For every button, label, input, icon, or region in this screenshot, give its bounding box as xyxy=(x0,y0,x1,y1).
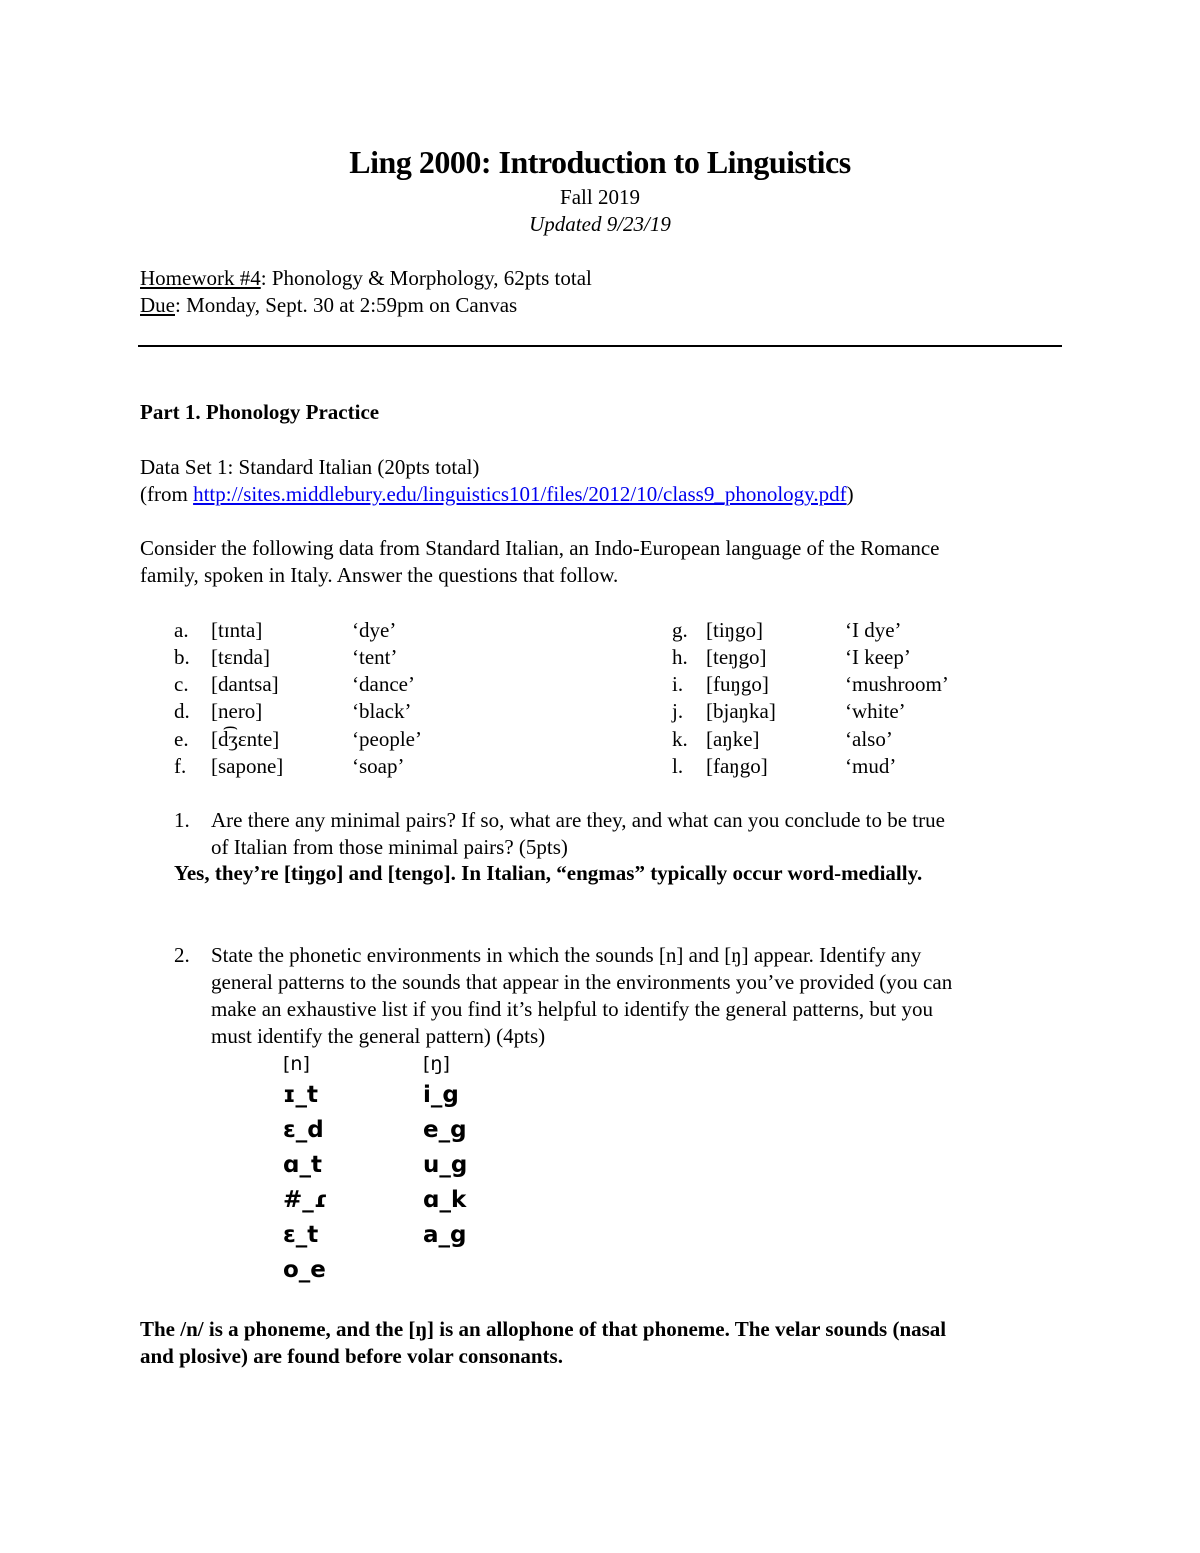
item-label: b. xyxy=(174,645,190,669)
q2-answer-line-2: and plosive) are found before volar consonants. xyxy=(140,1344,563,1368)
item-label: f. xyxy=(174,754,187,778)
item-ipa: [sapone] xyxy=(211,754,284,778)
source-prefix: (from xyxy=(140,482,194,506)
intro-line-2: family, spoken in Italy. Answer the questions that follow. xyxy=(140,563,619,587)
term: Fall 2019 xyxy=(560,185,640,209)
part1-heading: Part 1. Phonology Practice xyxy=(140,400,380,424)
item-ipa: [aŋke] xyxy=(706,727,760,751)
q2-number: 2. xyxy=(174,943,190,967)
source-link[interactable]: http://sites.middlebury.edu/linguistics101/files/2012/10/class9_phonology.pdf xyxy=(193,482,847,506)
item-gloss: ‘black’ xyxy=(352,699,412,723)
due-line xyxy=(140,293,517,318)
col-ng-header: [ŋ] xyxy=(423,1053,450,1075)
item-gloss: ‘mud’ xyxy=(845,754,897,778)
homework-text: : Phonology & Morphology, 62pts total xyxy=(260,266,592,290)
item-gloss: ‘also’ xyxy=(845,727,893,751)
item-gloss: ‘tent’ xyxy=(352,645,398,669)
item-ipa: [nero] xyxy=(211,699,263,723)
source-suffix: ) xyxy=(846,482,854,506)
item-gloss: ‘I dye’ xyxy=(845,618,902,642)
item-label: h. xyxy=(672,645,688,669)
item-ipa: [d͡ʒɛnte] xyxy=(211,727,280,751)
env-ng: a_g xyxy=(423,1222,467,1248)
horizontal-rule xyxy=(138,345,1062,347)
item-ipa: [faŋgo] xyxy=(706,754,768,778)
updated-date: Updated 9/23/19 xyxy=(529,212,671,236)
q1-line-2: of Italian from those minimal pairs? (5pts) xyxy=(211,835,568,859)
q2-line-4: must identify the general pattern) (4pts) xyxy=(211,1024,546,1048)
item-label: g. xyxy=(672,618,688,642)
intro-line-1: Consider the following data from Standard Italian, an Indo-European language of the Romance xyxy=(140,536,940,560)
source-line xyxy=(140,482,854,507)
item-gloss: ‘people’ xyxy=(352,727,422,751)
item-gloss: ‘soap’ xyxy=(352,754,405,778)
item-label: j. xyxy=(672,699,684,723)
item-ipa: [tɛnda] xyxy=(211,645,270,669)
env-n: #_ɾ xyxy=(283,1187,328,1213)
item-gloss: ‘dye’ xyxy=(352,618,397,642)
env-ng: e_g xyxy=(423,1117,467,1143)
due-text: : Monday, Sept. 30 at 2:59pm on Canvas xyxy=(175,293,518,317)
item-gloss: ‘white’ xyxy=(845,699,906,723)
item-ipa: [teŋgo] xyxy=(706,645,767,669)
q2-line-3: make an exhaustive list if you find it’s helpful to identify the general patterns, but you xyxy=(211,997,933,1021)
item-gloss: ‘I keep’ xyxy=(845,645,911,669)
item-ipa: [bjaŋka] xyxy=(706,699,776,723)
q2-line-2: general patterns to the sounds that appear in the environments you’ve provided (you can xyxy=(211,970,953,994)
item-ipa: [tɪnta] xyxy=(211,618,263,642)
col-n-header: [n] xyxy=(283,1053,310,1075)
env-n: ɪ_t xyxy=(283,1082,319,1108)
item-label: e. xyxy=(174,727,189,751)
homework-label: Homework #4 xyxy=(140,266,261,290)
q1-line-1: Are there any minimal pairs? If so, what are they, and what can you conclude to be true xyxy=(211,808,945,832)
item-gloss: ‘dance’ xyxy=(352,672,415,696)
env-n: ɑ_t xyxy=(283,1152,322,1178)
env-n: ɛ_t xyxy=(283,1222,319,1248)
env-ng: u_g xyxy=(423,1152,468,1178)
item-label: c. xyxy=(174,672,189,696)
item-ipa: [dantsa] xyxy=(211,672,279,696)
env-ng: i_g xyxy=(423,1082,459,1108)
q2-answer-line-1: The /n/ is a phoneme, and the [ŋ] is an allophone of that phoneme. The velar sounds (nasal xyxy=(140,1317,947,1341)
item-label: l. xyxy=(672,754,684,778)
item-label: i. xyxy=(672,672,684,696)
item-ipa: [fuŋgo] xyxy=(706,672,769,696)
env-n: ɛ_d xyxy=(283,1117,324,1143)
dataset-title: Data Set 1: Standard Italian (20pts total) xyxy=(140,455,480,479)
item-gloss: ‘mushroom’ xyxy=(845,672,949,696)
homework-line xyxy=(140,266,592,291)
item-label: a. xyxy=(174,618,189,642)
item-label: d. xyxy=(174,699,190,723)
q1-answer: Yes, they’re [tiŋgo] and [tengo]. In Italian, “engmas” typically occur word-medially. xyxy=(174,861,923,885)
env-ng: ɑ_k xyxy=(423,1187,467,1213)
item-label: k. xyxy=(672,727,688,751)
due-label: Due xyxy=(140,293,175,317)
env-n: o_e xyxy=(283,1257,326,1283)
item-ipa: [tiŋgo] xyxy=(706,618,764,642)
q2-line-1: State the phonetic environments in which the sounds [n] and [ŋ] appear. Identify any xyxy=(211,943,922,967)
q1-number: 1. xyxy=(174,808,190,832)
page-title: Ling 2000: Introduction to Linguistics xyxy=(349,144,851,180)
